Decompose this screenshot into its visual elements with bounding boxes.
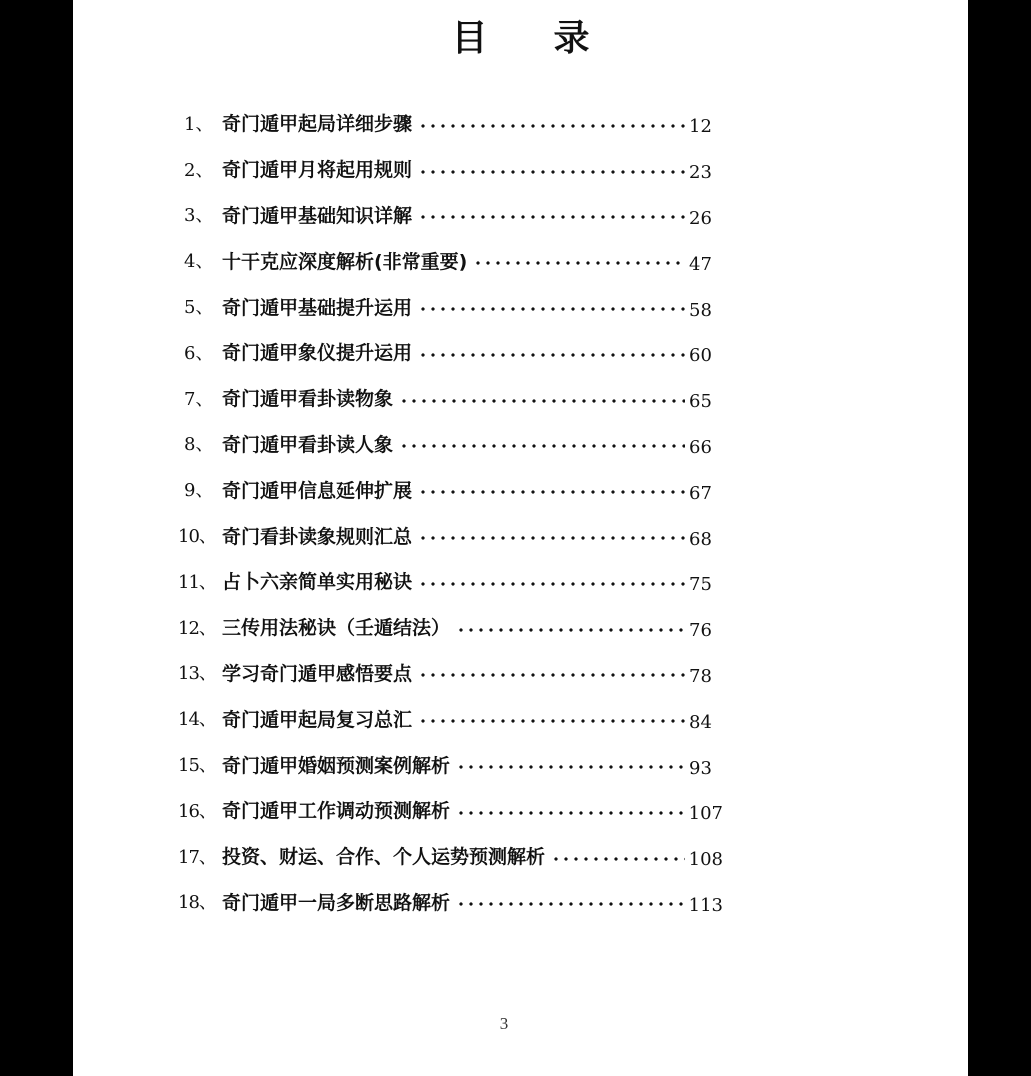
toc-entry[interactable]: [178, 558, 723, 604]
dot-leader: [399, 444, 685, 448]
toc-entry-title: 占卜六亲简单实用秘诀: [222, 571, 413, 594]
toc-entry-number: 10、: [178, 526, 216, 548]
toc-entry-page: 113: [688, 894, 723, 916]
toc-entry-title: 十干克应深度解析(非常重要): [222, 250, 468, 273]
toc-entry-title: 投资、财运、合作、个人运势预测解析: [222, 846, 546, 869]
toc-entry-title: 奇门遁甲婚姻预测案例解析: [222, 754, 451, 777]
toc-entry-page: 108: [688, 849, 723, 871]
toc-entry[interactable]: [178, 283, 723, 329]
toc-entry-number: 7、: [184, 388, 214, 410]
dot-leader: [418, 353, 685, 357]
toc-entry-title: 奇门遁甲一局多断思路解析: [222, 891, 451, 914]
toc-entry-number: 8、: [184, 434, 214, 456]
toc-entry-title: 学习奇门遁甲感悟要点: [222, 662, 413, 685]
toc-entry-number: 5、: [184, 297, 214, 319]
toc-entry-number: 13、: [178, 663, 216, 685]
page-number: 3: [499, 1014, 509, 1033]
toc-entry-number: 3、: [184, 205, 214, 227]
toc-entry[interactable]: [178, 833, 723, 879]
toc-entry-page: 47: [689, 253, 712, 275]
toc-entry-number: 16、: [178, 800, 216, 822]
dot-leader: [456, 902, 685, 906]
toc-entry-number: 2、: [184, 159, 214, 181]
toc-entry-title: 奇门遁甲看卦读人象: [222, 433, 394, 456]
dot-leader: [418, 490, 685, 494]
dot-leader: [551, 857, 685, 861]
toc-entry-title: 奇门看卦读象规则汇总: [222, 525, 413, 548]
toc-entry-page: 78: [689, 665, 712, 687]
table-of-contents: [178, 100, 723, 924]
toc-entry[interactable]: [178, 695, 723, 741]
toc-entry-title: 奇门遁甲月将起用规则: [222, 159, 413, 182]
toc-entry-page: 58: [689, 299, 712, 321]
toc-entry-number: 17、: [178, 846, 216, 868]
dot-leader: [418, 215, 685, 219]
toc-entry-page: 75: [689, 574, 712, 596]
toc-entry[interactable]: [178, 604, 723, 650]
toc-entry-title: 奇门遁甲基础提升运用: [222, 296, 413, 319]
dot-leader: [473, 261, 685, 265]
toc-entry-page: 68: [689, 528, 712, 550]
page-title: [73, 10, 968, 61]
toc-entry-number: 11、: [178, 571, 216, 593]
dot-leader: [456, 628, 685, 632]
dot-leader: [418, 673, 685, 677]
toc-entry-number: 18、: [178, 892, 216, 914]
toc-entry-page: 107: [688, 803, 723, 825]
toc-entry-title: 三传用法秘诀（壬遁结法）: [222, 617, 451, 640]
toc-entry[interactable]: [178, 421, 723, 467]
toc-entry-title: 奇门遁甲信息延伸扩展: [222, 479, 413, 502]
toc-entry[interactable]: [178, 237, 723, 283]
toc-entry[interactable]: [178, 741, 723, 787]
toc-entry-page: 23: [689, 162, 712, 184]
toc-entry[interactable]: [178, 879, 723, 925]
dot-leader: [418, 582, 685, 586]
toc-entry[interactable]: [178, 787, 723, 833]
toc-entry-page: 67: [689, 482, 712, 504]
toc-entry-title: 奇门遁甲基础知识详解: [222, 204, 413, 227]
toc-entry-number: 9、: [184, 480, 214, 502]
toc-entry[interactable]: [178, 650, 723, 696]
toc-entry[interactable]: [178, 100, 723, 146]
toc-entry[interactable]: [178, 375, 723, 421]
document-page: [73, 0, 968, 1076]
dot-leader: [418, 170, 685, 174]
toc-entry-page: 65: [689, 391, 712, 413]
toc-entry-number: 14、: [178, 709, 216, 731]
toc-entry[interactable]: [178, 192, 723, 238]
title-char-1: 目: [451, 17, 488, 59]
toc-entry-title: 奇门遁甲看卦读物象: [222, 388, 394, 411]
dot-leader: [418, 307, 685, 311]
toc-entry-page: 84: [689, 711, 712, 733]
dot-leader: [418, 536, 685, 540]
dot-leader: [399, 399, 685, 403]
toc-entry-number: 12、: [178, 617, 216, 639]
toc-entry[interactable]: [178, 329, 723, 375]
dot-leader: [456, 811, 685, 815]
toc-entry-title: 奇门遁甲工作调动预测解析: [222, 800, 451, 823]
toc-entry[interactable]: [178, 512, 723, 558]
dot-leader: [418, 719, 685, 723]
toc-entry[interactable]: [178, 466, 723, 512]
title-char-2: 录: [553, 17, 590, 59]
toc-entry-title: 奇门遁甲象仪提升运用: [222, 342, 413, 365]
toc-entry-page: 76: [689, 620, 712, 642]
toc-entry-page: 66: [689, 436, 712, 458]
toc-entry-number: 4、: [184, 251, 214, 273]
toc-entry-page: 12: [689, 116, 712, 138]
toc-entry-number: 1、: [184, 113, 214, 135]
toc-entry[interactable]: [178, 146, 723, 192]
toc-entry-page: 60: [689, 345, 712, 367]
toc-entry-title: 奇门遁甲起局复习总汇: [222, 708, 413, 731]
toc-entry-title: 奇门遁甲起局详细步骤: [222, 113, 413, 136]
toc-entry-page: 26: [689, 207, 712, 229]
dot-leader: [418, 124, 685, 128]
toc-entry-page: 93: [689, 757, 712, 779]
dot-leader: [456, 765, 685, 769]
toc-entry-number: 6、: [184, 342, 214, 364]
toc-entry-number: 15、: [178, 755, 216, 777]
